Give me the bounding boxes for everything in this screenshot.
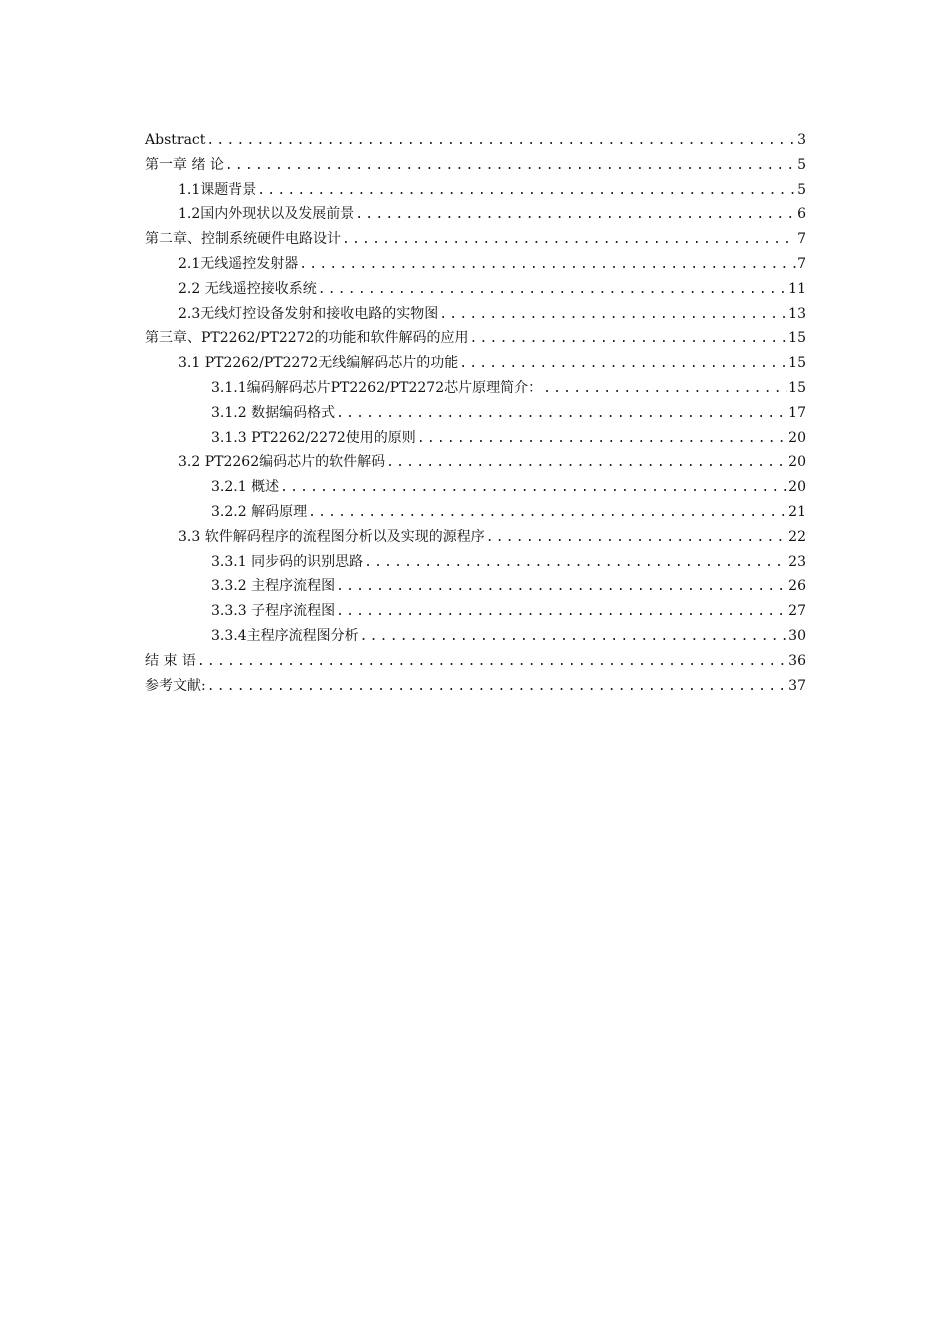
toc-entry[interactable] (145, 599, 806, 624)
toc-entry[interactable] (145, 426, 806, 451)
toc-entry-page-number: 3 (797, 132, 806, 148)
toc-entry-title: 3.1.3 PT2262/2272使用的原则 (211, 429, 416, 446)
toc-entry-page-number: 6 (797, 206, 806, 223)
toc-entry-page-number: 7 (797, 231, 806, 248)
toc-dot-leader (417, 427, 787, 452)
toc-entry[interactable] (145, 624, 806, 649)
toc-entry[interactable] (145, 302, 806, 327)
toc-entry-title: 2.1无线遥控发射器 (178, 255, 299, 272)
toc-dot-leader (386, 451, 787, 476)
toc-entry-title: 1.1课题背景 (178, 181, 257, 198)
toc-entry-page-number: 15 (788, 379, 806, 396)
toc-entry-title: 3.2.1 概述 (211, 479, 280, 496)
toc-entry[interactable] (145, 674, 806, 699)
toc-entry-title: 3.3.3 子程序流程图 (211, 603, 336, 620)
toc-dot-leader (364, 551, 787, 576)
toc-entry-title: 3.3 软件解码程序的流程图分析以及实现的源程序 (178, 528, 485, 545)
toc-entry[interactable] (145, 500, 806, 525)
toc-entry-page-number: 15 (788, 355, 806, 372)
toc-entry-page-number: 13 (788, 305, 806, 322)
toc-entry[interactable] (145, 128, 806, 153)
toc-dot-leader (470, 327, 788, 352)
toc-entry-page-number: 20 (788, 454, 806, 471)
toc-entry[interactable] (145, 649, 806, 674)
toc-dot-leader (257, 179, 796, 204)
toc-entry[interactable] (145, 326, 806, 351)
toc-entry[interactable] (145, 351, 806, 376)
toc-dot-leader (336, 402, 787, 427)
toc-entry[interactable] (145, 178, 806, 203)
toc-dot-leader (342, 228, 796, 253)
toc-entry-page-number: 17 (788, 404, 806, 421)
toc-entry-title: 3.2.2 解码原理 (211, 503, 308, 520)
toc-dot-leader (336, 575, 787, 600)
toc-entry-page-number: 20 (788, 479, 806, 496)
toc-entry[interactable] (145, 202, 806, 227)
toc-entry[interactable] (145, 227, 806, 252)
toc-dot-leader (207, 675, 787, 700)
toc-entry-page-number: 11 (788, 280, 806, 297)
toc-dot-leader (439, 303, 787, 328)
toc-entry-page-number: 30 (788, 627, 806, 644)
toc-entry-title: 3.1.1编码解码芯片PT2262/PT2272芯片原理简介： (211, 379, 543, 396)
toc-dot-leader (280, 476, 787, 501)
toc-entry-page-number: 27 (788, 603, 806, 620)
toc-entry-page-number: 20 (788, 429, 806, 446)
toc-entry[interactable] (145, 450, 806, 475)
toc-dot-leader (336, 600, 787, 625)
toc-entry-page-number: 7 (797, 255, 806, 272)
toc-entry[interactable] (145, 376, 806, 401)
toc-entry-page-number: 23 (788, 553, 806, 570)
toc-entry[interactable] (145, 153, 806, 178)
toc-dot-leader (318, 278, 787, 303)
toc-dot-leader (355, 203, 796, 228)
toc-entry-title: Abstract (145, 132, 206, 148)
toc-entry-page-number: 37 (788, 677, 806, 694)
toc-entry-page-number: 5 (797, 156, 806, 173)
toc-dot-leader (459, 352, 787, 377)
toc-entry-title: 结 束 语 (145, 652, 196, 669)
toc-entry-title: 3.1 PT2262/PT2272无线编解码芯片的功能 (178, 355, 459, 372)
toc-entry[interactable] (145, 550, 806, 575)
toc-entry[interactable] (145, 252, 806, 277)
toc-dot-leader (206, 129, 796, 154)
toc-entry[interactable] (145, 277, 806, 302)
toc-entry-page-number: 22 (788, 528, 806, 545)
toc-entry-title: 1.2国内外现状以及发展前景 (178, 206, 355, 223)
toc-dot-leader (486, 526, 787, 551)
toc-entry-title: 3.3.1 同步码的识别思路 (211, 553, 364, 570)
toc-entry-title: 3.1.2 数据编码格式 (211, 404, 336, 421)
toc-entry-title: 2.3无线灯控设备发射和接收电路的实物图 (178, 305, 439, 322)
toc-entry[interactable] (145, 475, 806, 500)
toc-entry-title: 3.2 PT2262编码芯片的软件解码 (178, 454, 386, 471)
toc-entry[interactable] (145, 401, 806, 426)
toc-entry-title: 3.3.4主程序流程图分析 (211, 627, 359, 644)
toc-dot-leader (543, 377, 787, 402)
toc-dot-leader (225, 154, 796, 179)
toc-entry-title: 参考文献: (145, 677, 206, 694)
toc-dot-leader (360, 625, 788, 650)
toc-dot-leader (197, 650, 787, 675)
toc-entry-title: 第三章、PT2262/PT2272的功能和软件解码的应用 (145, 330, 469, 347)
toc-entry-title: 第一章 绪 论 (145, 156, 224, 173)
toc-entry-page-number: 5 (797, 181, 806, 198)
toc-entry-title: 3.3.2 主程序流程图 (211, 578, 336, 595)
toc-entry-title: 2.2 无线遥控接收系统 (178, 280, 317, 297)
toc-entry-page-number: 36 (788, 652, 806, 669)
toc-entry-page-number: 26 (788, 578, 806, 595)
toc-entry[interactable] (145, 574, 806, 599)
toc-entry[interactable] (145, 525, 806, 550)
toc-dot-leader (308, 501, 787, 526)
toc-entry-title: 第二章、控制系统硬件电路设计 (145, 231, 341, 248)
table-of-contents (145, 128, 806, 698)
toc-entry-page-number: 21 (788, 503, 806, 520)
toc-dot-leader (299, 253, 796, 278)
toc-entry-page-number: 15 (788, 330, 806, 347)
